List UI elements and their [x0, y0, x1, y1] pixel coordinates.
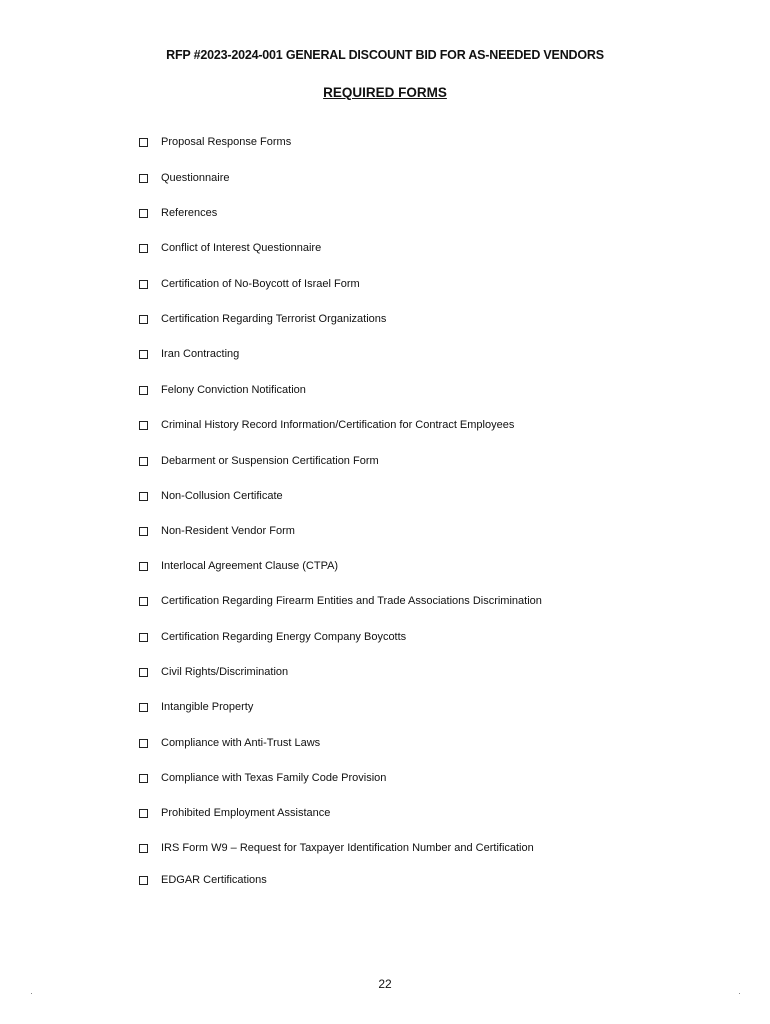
corner-mark	[739, 993, 740, 994]
form-label: Intangible Property	[161, 701, 254, 713]
form-item	[139, 735, 320, 751]
form-item	[139, 629, 406, 645]
form-label: Civil Rights/Discrimination	[161, 666, 289, 678]
checkbox[interactable]	[139, 876, 148, 885]
checkbox[interactable]	[139, 774, 148, 783]
form-label: Criminal History Record Information/Certification for Contract Employees	[161, 419, 515, 431]
form-item	[139, 840, 534, 856]
form-item	[139, 664, 288, 680]
form-item	[139, 382, 306, 398]
form-item	[139, 872, 267, 888]
form-item	[139, 453, 379, 469]
form-item	[139, 805, 330, 821]
form-label: Felony Conviction Notification	[161, 384, 306, 396]
checkbox[interactable]	[139, 421, 148, 430]
checkbox[interactable]	[139, 562, 148, 571]
form-label: References	[161, 207, 218, 219]
form-label: Certification of No-Boycott of Israel Form	[161, 278, 360, 290]
form-label: Debarment or Suspension Certification Form	[161, 455, 379, 467]
checkbox[interactable]	[139, 350, 148, 359]
form-label: IRS Form W9 – Request for Taxpayer Identification Number and Certification	[161, 842, 534, 854]
checkbox[interactable]	[139, 315, 148, 324]
form-item	[139, 770, 386, 786]
checkbox[interactable]	[139, 280, 148, 289]
form-label: Non-Collusion Certificate	[161, 490, 283, 502]
form-item	[139, 417, 514, 433]
form-label: EDGAR Certifications	[161, 874, 267, 886]
form-item	[139, 488, 283, 504]
form-label: Compliance with Anti-Trust Laws	[161, 737, 321, 749]
document-title: RFP #2023-2024-001 GENERAL DISCOUNT BID FOR AS-NEEDED VENDORS	[166, 48, 604, 62]
form-label: Certification Regarding Energy Company Boycotts	[161, 631, 407, 643]
checkbox[interactable]	[139, 386, 148, 395]
form-label: Compliance with Texas Family Code Provision	[161, 772, 387, 784]
form-item	[139, 205, 217, 221]
checkbox[interactable]	[139, 138, 148, 147]
form-label: Certification Regarding Terrorist Organizations	[161, 313, 387, 325]
required-forms-heading: REQUIRED FORMS	[323, 85, 447, 100]
page-number: 22	[378, 977, 392, 991]
checkbox[interactable]	[139, 244, 148, 253]
form-item	[139, 240, 321, 256]
checkbox[interactable]	[139, 457, 148, 466]
checkbox[interactable]	[139, 739, 148, 748]
form-label: Certification Regarding Firearm Entities and Trade Associations Discrimination	[161, 595, 542, 607]
checkbox[interactable]	[139, 633, 148, 642]
checkbox[interactable]	[139, 668, 148, 677]
form-label: Proposal Response Forms	[161, 136, 292, 148]
form-item	[139, 523, 295, 539]
checkbox[interactable]	[139, 527, 148, 536]
checkbox[interactable]	[139, 809, 148, 818]
form-label: Prohibited Employment Assistance	[161, 807, 331, 819]
checkbox[interactable]	[139, 597, 148, 606]
form-item	[139, 558, 338, 574]
form-label: Questionnaire	[161, 172, 230, 184]
form-item	[139, 170, 230, 186]
checkbox[interactable]	[139, 174, 148, 183]
form-item	[139, 134, 291, 150]
form-label: Interlocal Agreement Clause (CTPA)	[161, 560, 339, 572]
form-label: Non-Resident Vendor Form	[161, 525, 295, 537]
form-label: Conflict of Interest Questionnaire	[161, 242, 322, 254]
corner-mark	[31, 993, 32, 994]
form-label: Iran Contracting	[161, 348, 240, 360]
checkbox[interactable]	[139, 209, 148, 218]
form-item	[139, 276, 360, 292]
checkbox[interactable]	[139, 703, 148, 712]
form-item	[139, 346, 239, 362]
checkbox[interactable]	[139, 844, 148, 853]
form-item	[139, 311, 386, 327]
form-item	[139, 593, 542, 609]
form-item	[139, 699, 253, 715]
checkbox[interactable]	[139, 492, 148, 501]
